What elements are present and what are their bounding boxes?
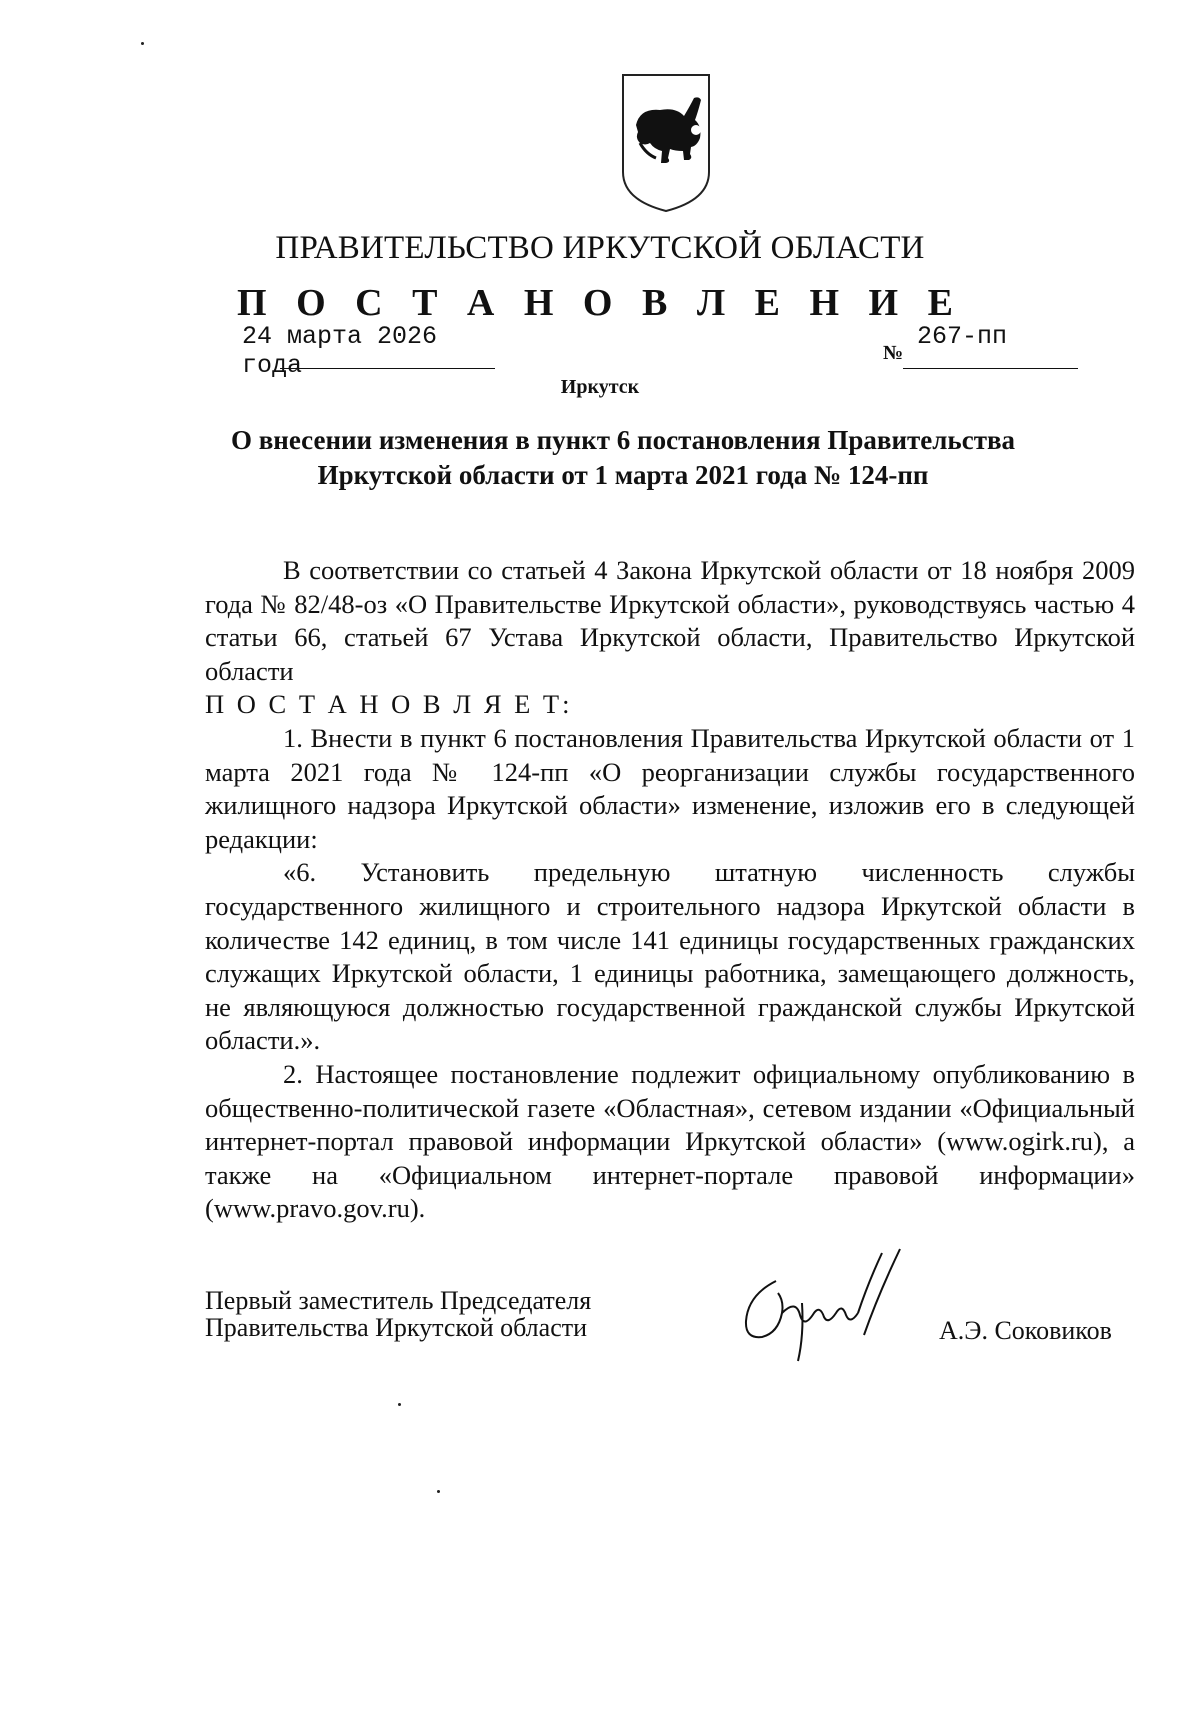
- number-sign: №: [883, 342, 904, 364]
- scan-speck: [141, 42, 144, 45]
- decree-word: П О С Т А Н О В Л Я Е Т:: [205, 689, 573, 720]
- document-number: 267-пп: [917, 322, 1008, 351]
- subject-line-1: О внесении изменения в пункт 6 постановления Правительства: [230, 425, 1016, 455]
- document-subject: [200, 423, 1046, 493]
- date-field: [242, 322, 502, 380]
- handwritten-signature-icon: [718, 1243, 918, 1373]
- signer-name: А.Э. Соковиков: [939, 1316, 1112, 1345]
- city: Иркутск: [560, 376, 640, 398]
- document-type-title: П О С Т А Н О В Л Е Н И Е: [237, 282, 963, 324]
- coat-of-arms-icon: [620, 72, 712, 214]
- document-date: 24 марта 2026 года: [242, 322, 438, 380]
- signer-position-line-1: Первый заместитель Председателя: [205, 1286, 592, 1315]
- scan-speck: [437, 1490, 440, 1493]
- signer-position-line-2: Правительства Иркутской области: [205, 1313, 588, 1342]
- number-underline: [903, 368, 1078, 369]
- scan-speck: [398, 1403, 401, 1406]
- government-name: ПРАВИТЕЛЬСТВО ИРКУТСКОЙ ОБЛАСТИ: [275, 230, 925, 266]
- item-1-paragraph: 1. Внести в пункт 6 постановления Правительства Иркутской области от 1 марта 2021 года № 124-пп «О реорганизации службы государственного жилищного надзора Иркутской области» изменение, изложив его в следующей редакции:: [205, 722, 1135, 854]
- item-2-paragraph: 2. Настоящее постановление подлежит официальному опубликованию в общественно-политической газете «Областная», сетевом издании «Официальный интернет-портал правовой информации Иркутской области» (www.ogirk.ru), а также на «Официальном интернет-портале правовой информации» (www.pravo.gov.ru).: [205, 1058, 1135, 1224]
- date-underline: [280, 368, 495, 369]
- signer-position: [205, 1287, 591, 1341]
- item-1-quote-paragraph: «6. Установить предельную штатную численность службы государственного жилищного и строительного надзора Иркутской области в количестве 142 единиц, в том числе 141 единицы государственных гражданских служащих Иркутской области, 1 единицы работника, замещающего должность, не являющуюся должностью государственной гражданской службы Иркутской области.».: [205, 857, 1135, 1056]
- subject-line-2: Иркутской области от 1 марта 2021 года № 124-пп: [317, 460, 929, 490]
- preamble-paragraph: В соответствии со статьей 4 Закона Иркутской области от 18 ноября 2009 года № 82/48-оз «О Правительстве Иркутской области», руководствуясь частью 4 статьи 66, статьей 67 Устава Иркутской области, Правительство Иркутской области: [205, 555, 1135, 686]
- document-body: [205, 554, 1135, 1226]
